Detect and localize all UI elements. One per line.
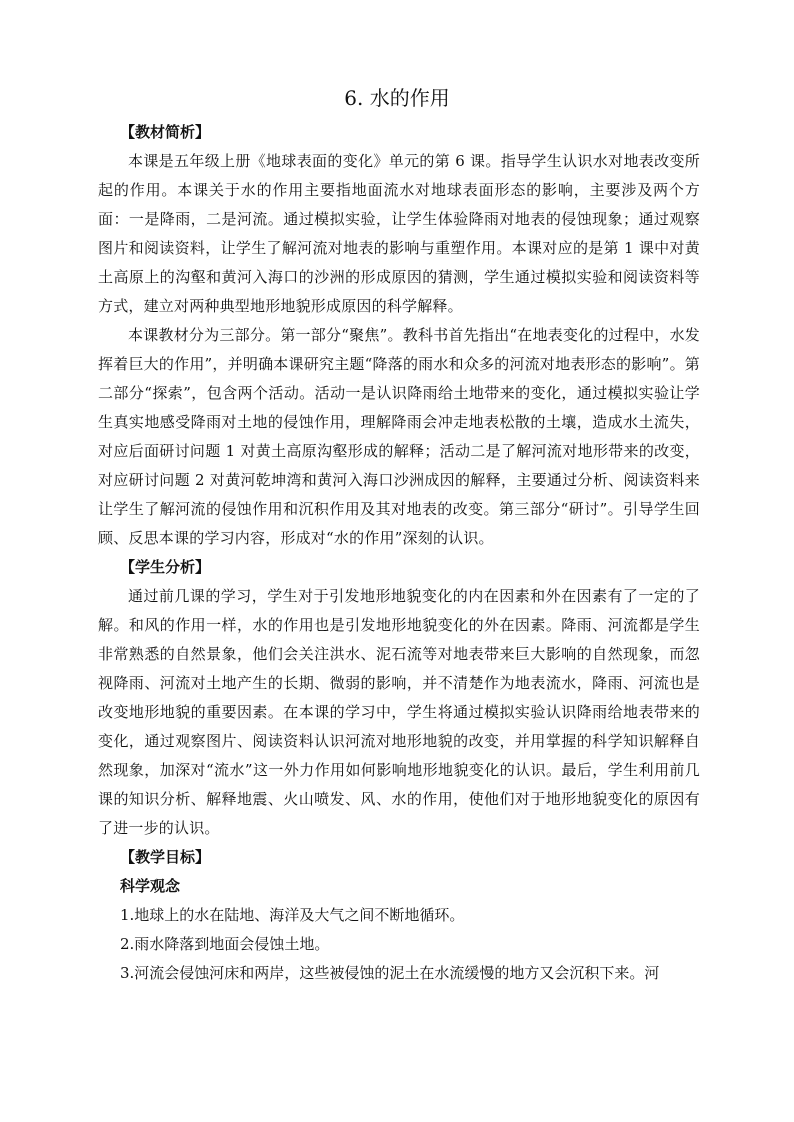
paragraph: 本课教材分为三部分。第一部分“聚焦”。教科书首先指出“在地表变化的过程中，水发挥着巨大的作用”，并明确本课研究主题“降落的雨水和众多的河流对地表形态的影响”。第二部分“探索”，包含两个活动。活动一是认识降雨给土地带来的变化，通过模拟实验让学生真实地感受降雨对土地的侵蚀作用，理解降雨会冲走地表松散的土壤，造成水土流失，对应后面研讨问题 1 对黄土高原沟壑形成的解释；活动二是了解河流对地形带来的改变，对应研讨问题 2 对黄河乾坤湾和黄河入海口沙洲成因的解释，主要通过分析、阅读资料来让学生了解河流的侵蚀作用和沉积作用及其对地表的改变。第三部分“研讨”。引导学生回顾、反思本课的学习内容，形成对“水的作用”深刻的认识。: [98, 326, 700, 547]
section-heading-analysis: 【教材简析】: [120, 123, 211, 141]
list-item: 1.地球上的水在陆地、海洋及大气之间不断地循环。: [120, 906, 465, 924]
page-title: 6. 水的作用: [344, 86, 450, 110]
subheading-science-concept: 科学观念: [120, 877, 181, 895]
section-heading-students: 【学生分析】: [120, 558, 211, 576]
paragraph: 本课是五年级上册《地球表面的变化》单元的第 6 课。指导学生认识水对地表改变所起的作用。本课关于水的作用主要指地面流水对地球表面形态的影响，主要涉及两个方面：一是降雨，二是河流。通过模拟实验，让学生体验降雨对地表的侵蚀现象；通过观察图片和阅读资料，让学生了解河流对地表的影响与重塑作用。本课对应的是第 1 课中对黄土高原上的沟壑和黄河入海口的沙洲的形成原因的猜测，学生通过模拟实验和阅读资料等方式，建立对两种典型地形地貌形成原因的科学解释。: [98, 152, 700, 315]
list-item: 3.河流会侵蚀河床和两岸，这些被侵蚀的泥土在水流缓慢的地方又会沉积下来。河: [120, 964, 660, 982]
document-body: [98, 118, 700, 988]
list-item: 2.雨水降落到地面会侵蚀土地。: [120, 935, 330, 953]
section-heading-goals: 【教学目标】: [120, 848, 211, 866]
paragraph: 通过前几课的学习，学生对于引发地形地貌变化的内在因素和外在因素有了一定的了解。和风的作用一样，水的作用也是引发地形地貌变化的外在因素。降雨、河流都是学生非常熟悉的自然景象，他们会关注洪水、泥石流等对地表带来巨大影响的自然现象，而忽视降雨、河流对土地产生的长期、微弱的影响，并不清楚作为地表流水，降雨、河流也是改变地形地貌的重要因素。在本课的学习中，学生将通过模拟实验认识降雨给地表带来的变化，通过观察图片、阅读资料认识河流对地形地貌的改变，并用掌握的科学知识解释自然现象，加深对“流水”这一外力作用如何影响地形地貌变化的认识。最后，学生利用前几课的知识分析、解释地震、火山喷发、风、水的作用，使他们对于地形地貌变化的原因有了进一步的认识。: [98, 587, 700, 837]
